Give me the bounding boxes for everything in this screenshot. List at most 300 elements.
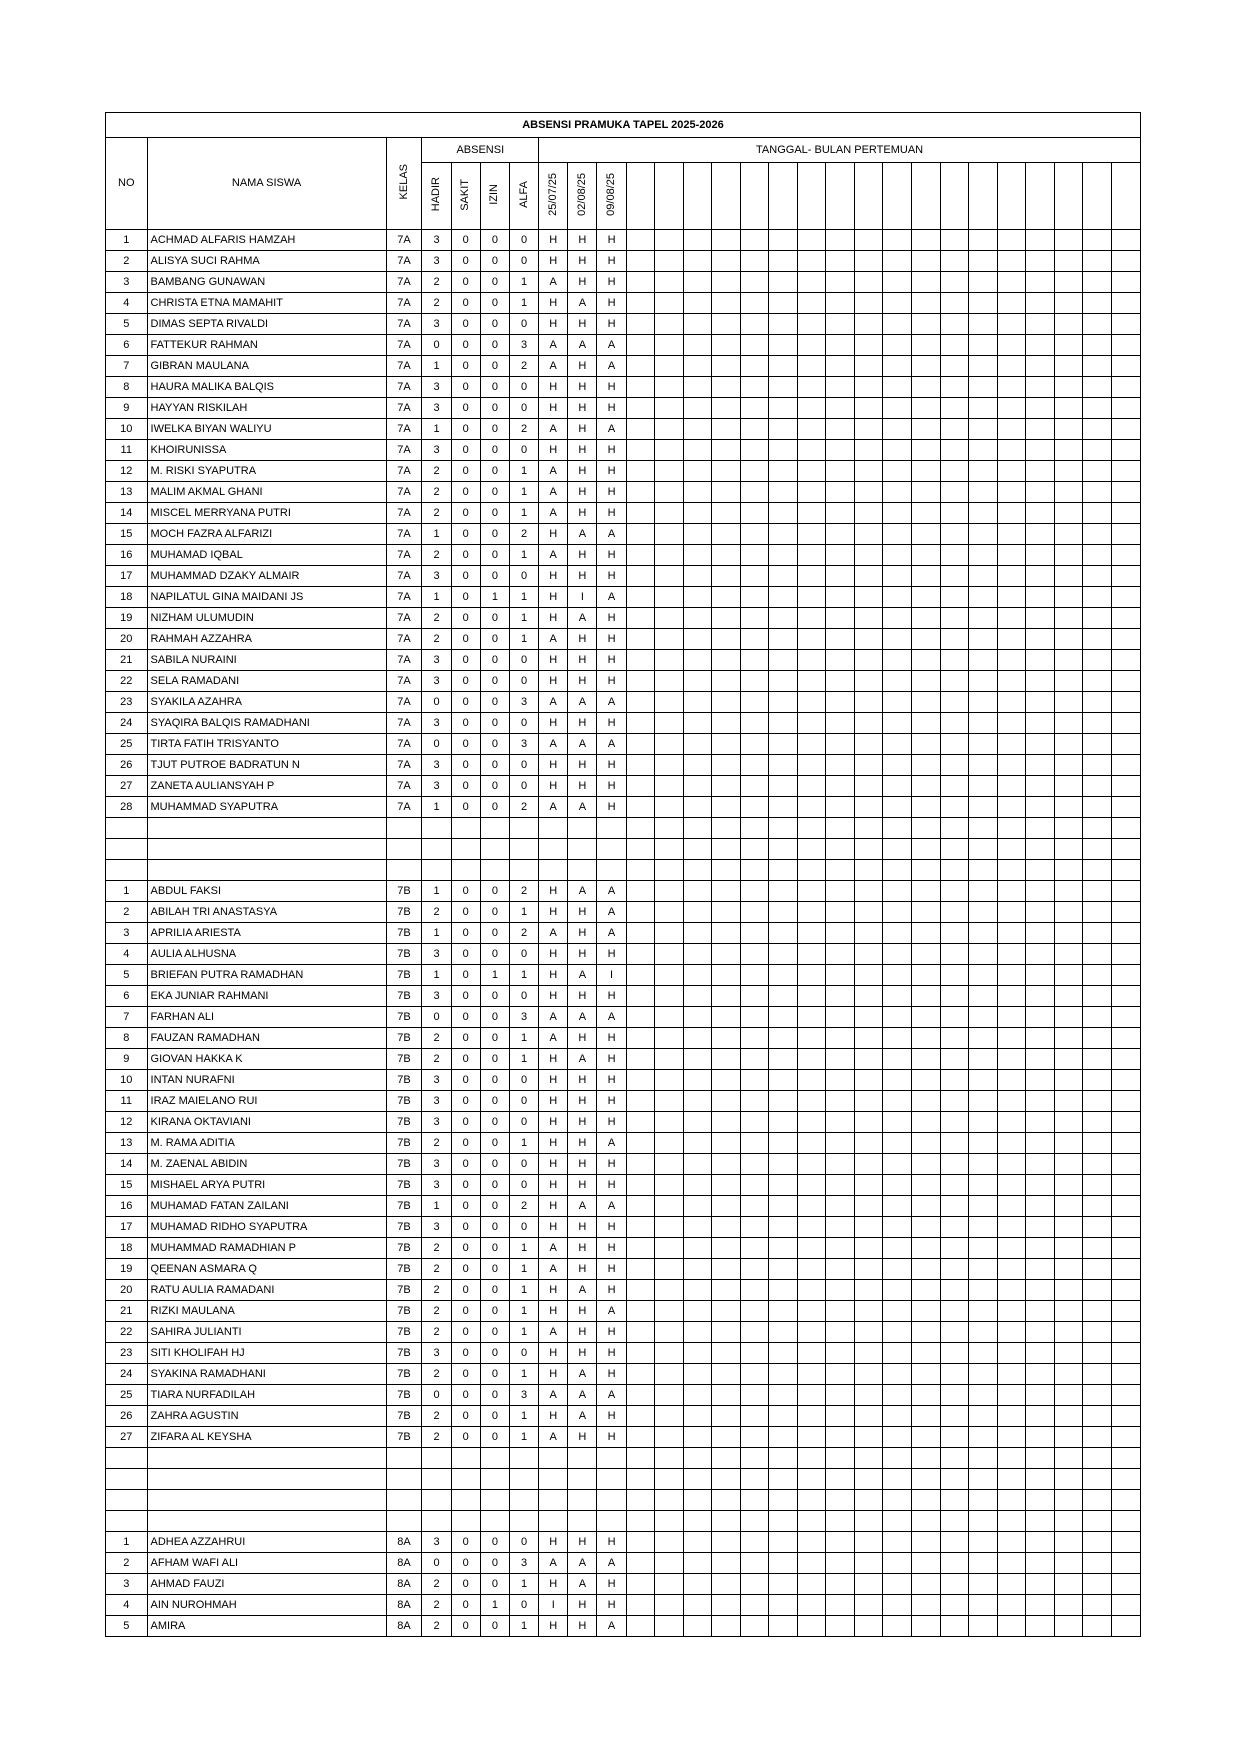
cell-date-2: H (568, 629, 597, 650)
cell-empty (883, 1049, 912, 1070)
header-date-empty (940, 163, 969, 230)
cell-alfa: 0 (509, 230, 538, 251)
header-pertemuan: TANGGAL- BULAN PERTEMUAN (539, 138, 1141, 163)
cell-empty (883, 1217, 912, 1238)
cell-empty (712, 335, 741, 356)
cell-empty (854, 1091, 883, 1112)
cell-kelas: 7A (386, 461, 422, 482)
cell-empty (655, 1196, 684, 1217)
cell-empty (911, 797, 940, 818)
cell-date-3: H (597, 776, 626, 797)
cell-kelas: 8A (386, 1553, 422, 1574)
cell-empty (386, 1448, 422, 1469)
cell-date-2: H (568, 419, 597, 440)
cell-empty (1111, 314, 1140, 335)
cell-empty (797, 1301, 826, 1322)
cell-empty (854, 776, 883, 797)
cell-sakit: 0 (451, 1364, 480, 1385)
cell-empty (797, 1490, 826, 1511)
cell-empty (883, 629, 912, 650)
cell-sakit: 0 (451, 398, 480, 419)
cell-empty (1083, 1469, 1112, 1490)
cell-empty (911, 1511, 940, 1532)
cell-empty (940, 1154, 969, 1175)
cell-empty (712, 1490, 741, 1511)
cell-empty (683, 713, 712, 734)
cell-kelas: 7A (386, 251, 422, 272)
cell-kelas: 7A (386, 524, 422, 545)
cell-empty (826, 1259, 855, 1280)
cell-empty (509, 1469, 538, 1490)
cell-empty (854, 839, 883, 860)
cell-empty (1083, 461, 1112, 482)
cell-sakit: 0 (451, 1175, 480, 1196)
cell-izin: 0 (480, 671, 509, 692)
cell-empty (655, 734, 684, 755)
cell-kelas: 7B (386, 1196, 422, 1217)
cell-no: 26 (106, 755, 148, 776)
cell-no: 10 (106, 419, 148, 440)
cell-empty (854, 251, 883, 272)
cell-empty (626, 1301, 655, 1322)
cell-no: 1 (106, 881, 148, 902)
cell-empty (683, 1385, 712, 1406)
cell-date-3: H (597, 1049, 626, 1070)
cell-sakit: 0 (451, 251, 480, 272)
cell-empty (1054, 776, 1083, 797)
cell-hadir: 1 (422, 923, 451, 944)
cell-empty (911, 503, 940, 524)
cell-date-3: I (597, 965, 626, 986)
header-date-empty (797, 163, 826, 230)
cell-empty (1054, 293, 1083, 314)
header-date-empty (969, 163, 998, 230)
cell-empty (683, 1007, 712, 1028)
cell-empty (655, 1427, 684, 1448)
cell-date-1: A (539, 356, 568, 377)
cell-empty (683, 461, 712, 482)
table-row (106, 1007, 1141, 1028)
table-row (106, 1364, 1141, 1385)
cell-sakit: 0 (451, 1217, 480, 1238)
cell-empty (883, 860, 912, 881)
table-row (106, 902, 1141, 923)
cell-empty (797, 1112, 826, 1133)
cell-empty (1054, 1133, 1083, 1154)
cell-empty (422, 1511, 451, 1532)
cell-empty (769, 1532, 798, 1553)
cell-empty (655, 986, 684, 1007)
cell-sakit: 0 (451, 1406, 480, 1427)
cell-empty (826, 902, 855, 923)
cell-kelas: 7B (386, 1007, 422, 1028)
cell-empty (655, 335, 684, 356)
cell-empty (769, 776, 798, 797)
cell-empty (655, 1280, 684, 1301)
table-row (106, 398, 1141, 419)
cell-empty (997, 377, 1026, 398)
cell-kelas: 7B (386, 1280, 422, 1301)
cell-empty (712, 1028, 741, 1049)
cell-alfa: 0 (509, 776, 538, 797)
cell-empty (911, 608, 940, 629)
cell-name: MUHAMAD RIDHO SYAPUTRA (147, 1217, 386, 1238)
cell-empty (854, 293, 883, 314)
cell-empty (769, 692, 798, 713)
cell-date-2: H (568, 398, 597, 419)
cell-empty (854, 272, 883, 293)
cell-empty (997, 839, 1026, 860)
cell-empty (997, 251, 1026, 272)
cell-empty (826, 419, 855, 440)
cell-hadir: 0 (422, 1553, 451, 1574)
cell-empty (712, 776, 741, 797)
cell-empty (1026, 818, 1055, 839)
cell-empty (683, 440, 712, 461)
cell-empty (683, 419, 712, 440)
cell-no: 7 (106, 1007, 148, 1028)
cell-empty (911, 1406, 940, 1427)
cell-empty (769, 1091, 798, 1112)
cell-empty (769, 944, 798, 965)
cell-empty (626, 923, 655, 944)
cell-kelas: 7B (386, 1091, 422, 1112)
cell-no: 21 (106, 1301, 148, 1322)
blank-row (106, 818, 1141, 839)
cell-empty (1026, 1511, 1055, 1532)
cell-empty (854, 1511, 883, 1532)
cell-kelas: 7B (386, 881, 422, 902)
cell-empty (883, 1238, 912, 1259)
cell-empty (626, 1280, 655, 1301)
cell-name: IWELKA BIYAN WALIYU (147, 419, 386, 440)
cell-empty (769, 293, 798, 314)
cell-izin: 0 (480, 1133, 509, 1154)
cell-empty (1054, 1238, 1083, 1259)
cell-name: MISHAEL ARYA PUTRI (147, 1175, 386, 1196)
cell-empty (106, 860, 148, 881)
cell-alfa: 0 (509, 377, 538, 398)
cell-empty (740, 839, 769, 860)
cell-izin: 0 (480, 335, 509, 356)
cell-no: 19 (106, 608, 148, 629)
cell-empty (740, 1322, 769, 1343)
cell-empty (1083, 1301, 1112, 1322)
cell-izin: 0 (480, 881, 509, 902)
cell-kelas: 7A (386, 608, 422, 629)
cell-date-1: H (539, 1574, 568, 1595)
cell-empty (106, 1490, 148, 1511)
cell-empty (769, 314, 798, 335)
cell-date-2: H (568, 251, 597, 272)
cell-alfa: 1 (509, 1301, 538, 1322)
cell-sakit: 0 (451, 272, 480, 293)
cell-empty (740, 1574, 769, 1595)
cell-empty (797, 1595, 826, 1616)
cell-empty (854, 566, 883, 587)
cell-empty (769, 1385, 798, 1406)
cell-date-3: A (597, 335, 626, 356)
cell-empty (1054, 1574, 1083, 1595)
cell-date-1: H (539, 377, 568, 398)
cell-empty (797, 398, 826, 419)
cell-empty (969, 587, 998, 608)
cell-alfa: 3 (509, 734, 538, 755)
cell-empty (911, 734, 940, 755)
cell-empty (655, 440, 684, 461)
cell-empty (451, 818, 480, 839)
cell-name: SYAKILA AZAHRA (147, 692, 386, 713)
cell-empty (655, 1406, 684, 1427)
cell-kelas: 7B (386, 1385, 422, 1406)
cell-empty (712, 377, 741, 398)
cell-alfa: 3 (509, 1385, 538, 1406)
cell-no: 6 (106, 986, 148, 1007)
cell-empty (655, 902, 684, 923)
cell-hadir: 0 (422, 1007, 451, 1028)
cell-date-2: H (568, 1112, 597, 1133)
cell-kelas: 7A (386, 377, 422, 398)
cell-empty (1111, 440, 1140, 461)
cell-sakit: 0 (451, 1616, 480, 1637)
cell-date-2: A (568, 965, 597, 986)
cell-empty (626, 230, 655, 251)
cell-empty (740, 650, 769, 671)
cell-empty (997, 1280, 1026, 1301)
cell-empty (1026, 1091, 1055, 1112)
cell-empty (740, 1469, 769, 1490)
cell-date-1: A (539, 1553, 568, 1574)
cell-hadir: 2 (422, 608, 451, 629)
cell-hadir: 1 (422, 881, 451, 902)
cell-empty (1111, 965, 1140, 986)
cell-empty (940, 1133, 969, 1154)
cell-empty (1111, 1385, 1140, 1406)
cell-empty (712, 839, 741, 860)
cell-date-1: H (539, 1364, 568, 1385)
header-date-3 (597, 163, 626, 230)
cell-empty (1083, 503, 1112, 524)
cell-empty (626, 1154, 655, 1175)
cell-no: 1 (106, 1532, 148, 1553)
table-row (106, 755, 1141, 776)
cell-empty (797, 440, 826, 461)
cell-empty (712, 965, 741, 986)
cell-empty (769, 1595, 798, 1616)
cell-empty (683, 587, 712, 608)
cell-empty (797, 230, 826, 251)
cell-empty (1054, 566, 1083, 587)
cell-date-2: H (568, 1343, 597, 1364)
cell-empty (854, 1490, 883, 1511)
cell-izin: 1 (480, 965, 509, 986)
cell-sakit: 0 (451, 1259, 480, 1280)
cell-empty (883, 1532, 912, 1553)
cell-empty (1083, 776, 1112, 797)
cell-empty (969, 1595, 998, 1616)
cell-empty (883, 839, 912, 860)
cell-empty (997, 293, 1026, 314)
cell-empty (1026, 1574, 1055, 1595)
cell-izin: 0 (480, 1238, 509, 1259)
cell-alfa: 0 (509, 1175, 538, 1196)
cell-empty (826, 398, 855, 419)
cell-empty (911, 587, 940, 608)
cell-empty (1026, 944, 1055, 965)
cell-empty (1083, 1385, 1112, 1406)
table-row (106, 1616, 1141, 1637)
cell-empty (911, 650, 940, 671)
cell-alfa: 0 (509, 1532, 538, 1553)
cell-empty (1111, 1259, 1140, 1280)
cell-date-2: A (568, 734, 597, 755)
cell-sakit: 0 (451, 629, 480, 650)
cell-empty (969, 1427, 998, 1448)
cell-empty (451, 839, 480, 860)
cell-empty (854, 1616, 883, 1637)
cell-empty (769, 1154, 798, 1175)
cell-empty (854, 923, 883, 944)
cell-date-1: H (539, 1196, 568, 1217)
cell-empty (1026, 1595, 1055, 1616)
cell-empty (147, 1469, 386, 1490)
cell-empty (826, 1427, 855, 1448)
cell-sakit: 0 (451, 965, 480, 986)
cell-empty (655, 545, 684, 566)
cell-empty (626, 1343, 655, 1364)
cell-name: MISCEL MERRYANA PUTRI (147, 503, 386, 524)
table-row (106, 1112, 1141, 1133)
cell-empty (1054, 545, 1083, 566)
table-row (106, 1238, 1141, 1259)
cell-empty (854, 1448, 883, 1469)
cell-empty (826, 1448, 855, 1469)
cell-empty (1054, 839, 1083, 860)
cell-empty (1083, 419, 1112, 440)
cell-empty (854, 1217, 883, 1238)
cell-empty (940, 1532, 969, 1553)
cell-date-2: H (568, 272, 597, 293)
cell-empty (712, 251, 741, 272)
cell-empty (769, 1406, 798, 1427)
cell-empty (969, 776, 998, 797)
cell-hadir: 1 (422, 797, 451, 818)
cell-empty (1111, 734, 1140, 755)
cell-empty (1111, 1343, 1140, 1364)
cell-empty (1054, 1406, 1083, 1427)
cell-alfa: 1 (509, 1259, 538, 1280)
cell-empty (997, 419, 1026, 440)
cell-alfa: 0 (509, 944, 538, 965)
cell-empty (626, 377, 655, 398)
cell-empty (1054, 1070, 1083, 1091)
table-row (106, 377, 1141, 398)
cell-empty (626, 734, 655, 755)
cell-empty (655, 881, 684, 902)
cell-empty (626, 1511, 655, 1532)
cell-empty (911, 335, 940, 356)
cell-empty (826, 230, 855, 251)
cell-izin: 0 (480, 377, 509, 398)
cell-empty (1054, 1007, 1083, 1028)
cell-empty (997, 1574, 1026, 1595)
cell-empty (740, 1511, 769, 1532)
cell-empty (883, 1280, 912, 1301)
cell-empty (883, 1007, 912, 1028)
cell-no: 2 (106, 1553, 148, 1574)
cell-empty (797, 1280, 826, 1301)
cell-empty (626, 566, 655, 587)
cell-empty (1054, 1511, 1083, 1532)
cell-name: SITI KHOLIFAH HJ (147, 1343, 386, 1364)
cell-empty (969, 839, 998, 860)
cell-empty (712, 1469, 741, 1490)
cell-hadir: 2 (422, 1406, 451, 1427)
cell-sakit: 0 (451, 713, 480, 734)
cell-empty (683, 1049, 712, 1070)
cell-empty (740, 986, 769, 1007)
cell-izin: 0 (480, 1049, 509, 1070)
cell-empty (854, 1112, 883, 1133)
cell-empty (826, 1322, 855, 1343)
cell-empty (883, 1196, 912, 1217)
cell-kelas: 7B (386, 1343, 422, 1364)
cell-date-3: H (597, 482, 626, 503)
cell-no: 11 (106, 1091, 148, 1112)
cell-empty (911, 965, 940, 986)
cell-empty (940, 1427, 969, 1448)
cell-empty (997, 1112, 1026, 1133)
cell-izin: 0 (480, 272, 509, 293)
cell-empty (883, 566, 912, 587)
cell-sakit: 0 (451, 356, 480, 377)
cell-empty (451, 1448, 480, 1469)
cell-empty (539, 1469, 568, 1490)
cell-empty (797, 671, 826, 692)
cell-empty (626, 1196, 655, 1217)
cell-empty (911, 566, 940, 587)
cell-date-3: H (597, 1280, 626, 1301)
cell-empty (940, 1469, 969, 1490)
cell-name: MUHAMMAD DZAKY ALMAIR (147, 566, 386, 587)
cell-empty (797, 923, 826, 944)
cell-empty (683, 1511, 712, 1532)
cell-izin: 0 (480, 986, 509, 1007)
cell-date-1: H (539, 1532, 568, 1553)
cell-empty (1026, 1238, 1055, 1259)
cell-empty (683, 776, 712, 797)
cell-empty (626, 1070, 655, 1091)
cell-izin: 0 (480, 1007, 509, 1028)
cell-empty (740, 1532, 769, 1553)
cell-empty (769, 629, 798, 650)
cell-empty (797, 1364, 826, 1385)
cell-izin: 0 (480, 608, 509, 629)
cell-hadir: 3 (422, 1070, 451, 1091)
cell-empty (655, 419, 684, 440)
header-alfa-label: ALFA (517, 181, 530, 208)
cell-date-1: A (539, 797, 568, 818)
cell-date-2: A (568, 1553, 597, 1574)
cell-date-1: H (539, 965, 568, 986)
cell-empty (797, 776, 826, 797)
cell-empty (683, 1448, 712, 1469)
table-row (106, 923, 1141, 944)
cell-empty (1083, 1364, 1112, 1385)
cell-empty (1111, 608, 1140, 629)
cell-empty (1054, 986, 1083, 1007)
cell-empty (883, 734, 912, 755)
